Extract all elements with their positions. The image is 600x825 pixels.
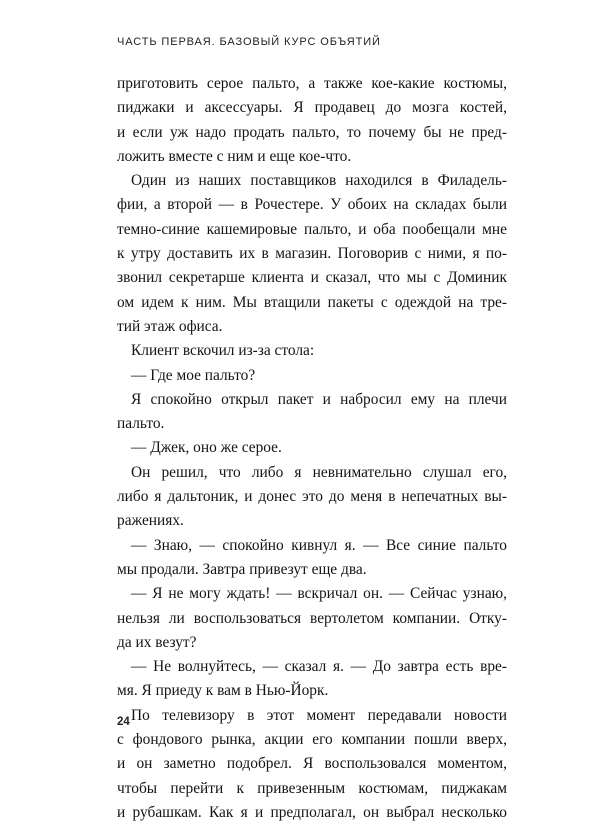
text-line: темно-синие кашемировые пальто, и оба пообещали мне [117,220,507,238]
text-line: Один из наших поставщиков находился в Филадель- [131,172,507,190]
text-line: пальто. [117,415,165,433]
text-line: Клиент вскочил из-за стола: [131,342,315,360]
text-line: к утру доставить их в магазин. Поговорив с ними, я по- [117,245,507,263]
text-line: Он решил, что либо я невнимательно слушал его, [131,463,507,481]
body-text [117,72,507,825]
text-line: ражениях. [117,512,184,530]
text-line: — Знаю, — спокойно кивнул я. — Все синие пальто [131,536,507,554]
text-line: — Джек, оно же серое. [131,439,282,457]
text-line: — Я не могу ждать! — вскричал он. — Сейчас узнаю, [131,585,507,603]
text-line: пиджаки и аксессуары. Я продавец до мозга костей, [117,99,507,117]
text-line: звонил секретарше клиента и сказал, что мы с Доминик [117,269,507,287]
text-line: мы продали. Завтра привезут еще два. [117,560,367,578]
text-line: приготовить серое пальто, а также кое-какие костюмы, [117,75,507,92]
text-line: с фондового рынка, акции его компании пошли вверх, [117,731,507,749]
text-line: тий этаж офиса. [117,317,223,335]
text-line: По телевизору в этот момент передавали новости [131,706,507,724]
text-line: либо я дальтоник, и донес это до меня в непечатных вы- [117,488,507,506]
text-line: Я спокойно открыл пакет и набросил ему на плечи [131,390,507,408]
text-line: фии, а второй — в Рочестере. У обоих на складах были [117,196,507,214]
text-line: ложить вместе с ним и еще кое-что. [117,147,352,165]
text-line: чтобы перейти к привезенным костюмам, пиджакам [117,779,507,797]
text-line: — Не волнуйтесь, — сказал я. — До завтра есть вре- [131,658,507,676]
text-line: и он заметно подобрел. Я воспользовался моментом, [117,755,507,773]
text-line: нельзя ли воспользоваться вертолетом компании. Отку- [117,609,507,627]
text-line: ом идем к ним. Мы втащили пакеты с одеждой на тре- [117,293,507,311]
page-number: 24 [117,716,130,728]
text-line: мя. Я приеду к вам в Нью-Йорк. [117,682,329,700]
text-line: — Где мое пальто? [131,366,256,384]
text-line: да их везут? [117,633,197,651]
running-header: ЧАСТЬ ПЕРВАЯ. БАЗОВЫЙ КУРС ОБЪЯТИЙ [117,36,381,48]
text-line: и рубашкам. Как я и предполагал, он выбрал несколько [117,803,507,821]
text-line: и если уж надо продать пальто, то почему бы не пред- [117,123,507,141]
